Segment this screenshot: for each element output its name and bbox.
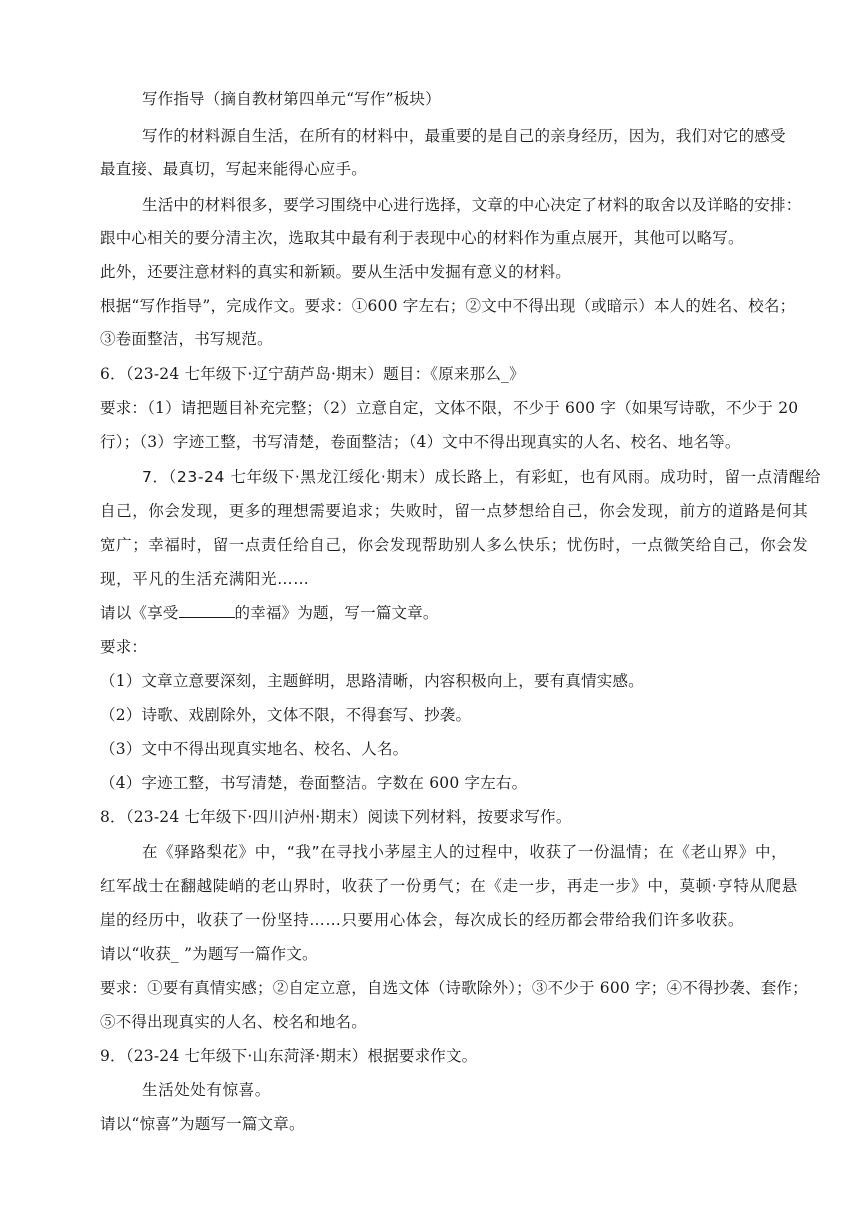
requirement-item: （3）文中不得出现真实地名、校名、人名。 [100,740,409,758]
question-8-title: 8．（23-24 七年级下·四川泸州·期末）阅读下列材料，按要求写作。 [100,808,572,826]
question-9-material: 生活处处有惊喜。 [142,1081,271,1099]
question-8-requirements: ⑤不得出现真实的人名、校名和地名。 [100,1013,367,1031]
question-7-title: 7．（23-24 七年级下·黑龙江绥化·期末）成长路上，有彩虹，也有风雨。成功时，留一点清醒给 [142,468,822,486]
paragraph-line: 最直接、最真切，写起来能得心应手。 [100,160,367,178]
question-9-prompt: 请以“惊喜”为题写一篇文章。 [100,1115,305,1133]
requirements-line: 根据“写作指导”，完成作文。要求：①600 字左右；②文中不得出现（或暗示）本人的姓名、校名； [100,297,796,315]
question-8-material: 崖的经历中，收获了一份坚持……只要用心体会，每次成长的经历都会带给我们许多收获。 [100,911,745,929]
writing-guide-heading: 写作指导（摘自教材第四单元“写作”板块） [142,90,441,108]
question-8-material: 红军战士在翻越陡峭的老山界时，收获了一份勇气；在《走一步，再走一步》中，莫顿·亨特从爬悬 [100,877,798,895]
question-7-material: 自己，你会发现，更多的理想需要追求；失败时，留一点梦想给自己，你会发现，前方的道路是何其 [100,502,809,520]
paragraph-line: 此外，还要注意材料的真实和新颖。要从生活中发掘有意义的材料。 [100,263,572,281]
paragraph-line: 跟中心相关的要分清主次，选取其中最有利于表现中心的材料作为重点展开，其他可以略写。 [100,229,744,247]
fill-in-blank [179,603,235,618]
paragraph-line: 生活中的材料很多，要学习围绕中心进行选择，文章的中心决定了材料的取舍以及详略的安排： [142,196,802,214]
prompt-text-after-blank: 的幸福》为题，写一篇文章。 [234,604,439,622]
question-7-material: 宽广；幸福时，留一点责任给自己，你会发现帮助别人多么快乐；忧伤时，一点微笑给自己，你会发 [100,536,809,554]
question-7-material: 现，平凡的生活充满阳光…… [100,570,310,588]
requirements-line: ③卷面整洁，书写规范。 [100,330,273,348]
question-7-prompt [100,603,439,623]
question-8-requirements: 要求：①要有真情实感；②自定立意，自选文体（诗歌除外）；③不少于 600 字；④不得抄袭、套作； [100,979,808,997]
paragraph-line: 写作的材料源自生活，在所有的材料中，最重要的是自己的亲身经历，因为，我们对它的感受 [142,127,786,145]
requirement-item: （2）诗歌、戏剧除外，文体不限，不得套写、抄袭。 [100,706,472,724]
question-6-requirements: 行）；（3）字迹工整，书写清楚，卷面整洁；（4）文中不得出现真实的人名、校名、地名等。 [100,433,741,451]
requirement-item: （1）文章立意要深刻，主题鲜明，思路清晰，内容积极向上，要有真情实感。 [100,672,644,690]
question-9-title: 9．（23-24 七年级下·山东菏泽·期末）根据要求作文。 [100,1047,478,1065]
prompt-text-before-blank: 请以《享受 [100,604,179,622]
question-7-requirements-heading: 要求： [100,638,148,656]
requirement-item: （4）字迹工整，书写清楚，卷面整洁。字数在 600 字左右。 [100,774,528,792]
question-8-material: 在《驿路梨花》中，“我”在寻找小茅屋主人的过程中，收获了一份温情；在《老山界》中， [142,843,788,861]
question-6-title: 6．（23-24 七年级下·辽宁葫芦岛·期末）题目：《原来那么_》 [100,365,525,383]
question-8-prompt: 请以“收获_ ”为题写一篇作文。 [100,945,318,963]
question-6-requirements: 要求：（1）请把题目补充完整；（2）立意自定，文体不限，不少于 600 字（如果写诗歌，不少于 20 [100,399,799,417]
